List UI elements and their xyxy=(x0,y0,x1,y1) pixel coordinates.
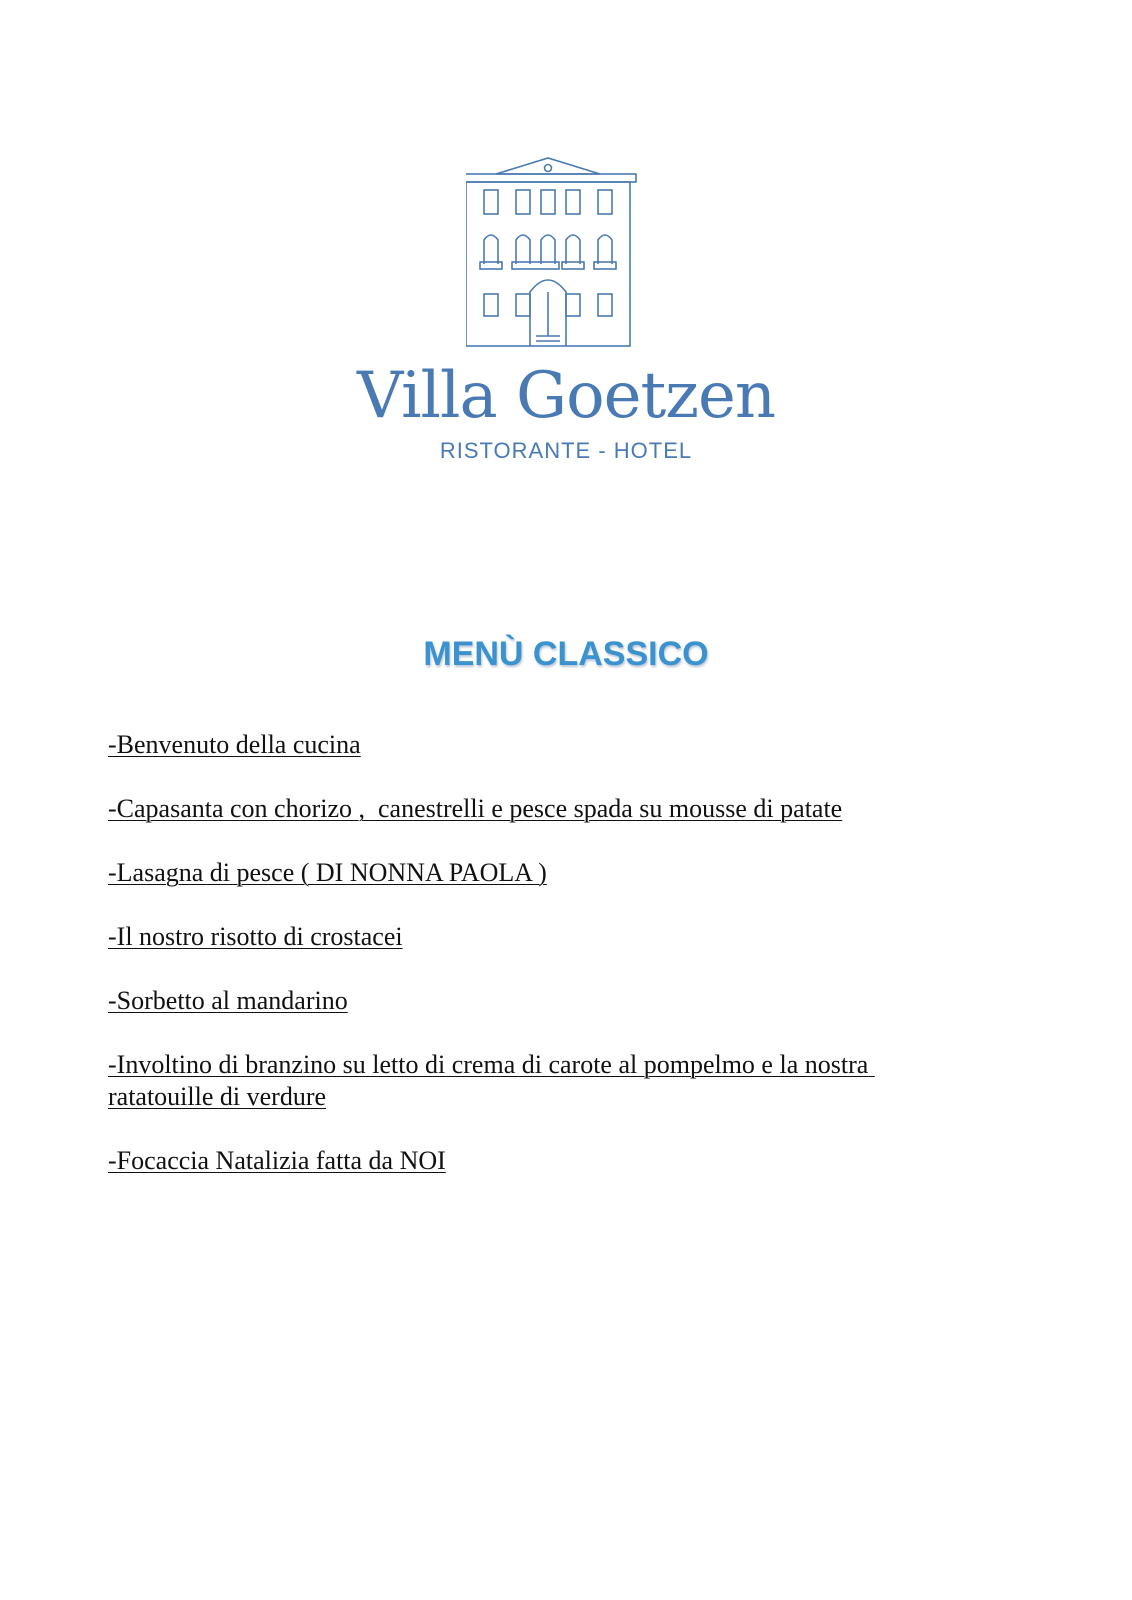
menu-item: -Benvenuto della cucina xyxy=(108,730,361,759)
menu-item: -Lasagna di pesce ( DI NONNA PAOLA ) xyxy=(108,858,547,887)
menu-item: -Sorbetto al mandarino xyxy=(108,986,348,1015)
menu-item: -Involtino di branzino su letto di crema di carote al pompelmo e la nostra ratatouille di verdure xyxy=(108,1050,875,1111)
menu-list xyxy=(108,729,968,1209)
menu-item: -Focaccia Natalizia fatta da NOI xyxy=(108,1146,446,1175)
brand-subtitle: RISTORANTE - HOTEL xyxy=(439,438,693,463)
menu-title: MENÙ CLASSICO xyxy=(423,635,709,673)
brand-name: Villa Goetzen xyxy=(356,359,776,433)
menu-item: -Capasanta con chorizo , canestrelli e pesce spada su mousse di patate xyxy=(108,794,843,823)
menu-item: -Il nostro risotto di crostacei xyxy=(108,922,403,951)
logo-building-icon xyxy=(466,156,652,356)
